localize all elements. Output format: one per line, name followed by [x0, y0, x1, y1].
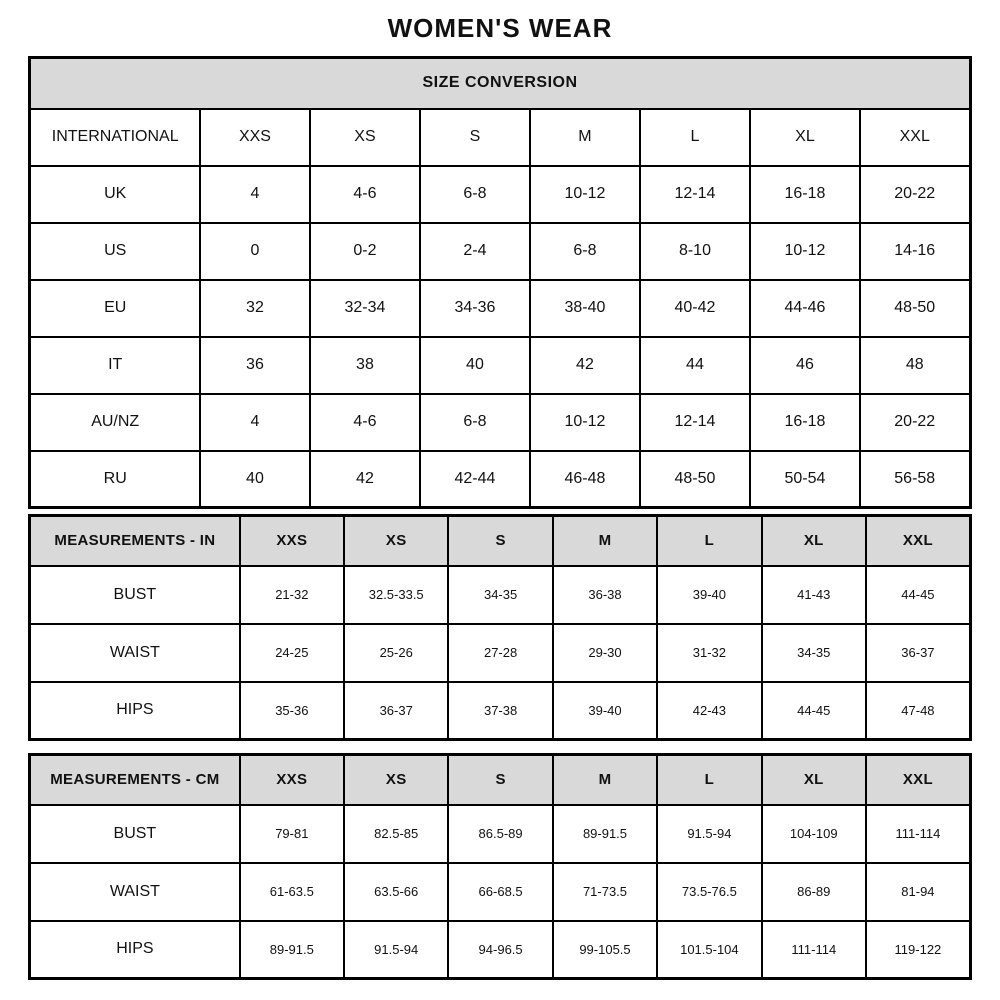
- column-header: L: [657, 516, 761, 566]
- cell-value: 61-63.5: [240, 863, 344, 921]
- column-header: XXL: [866, 755, 970, 805]
- measurements-in-table: [28, 514, 972, 741]
- cell-value: 104-109: [762, 805, 866, 863]
- table-header-label: MEASUREMENTS - IN: [30, 516, 240, 566]
- table-header-row: [30, 109, 970, 166]
- cell-value: 10-12: [530, 166, 640, 223]
- table-title: SIZE CONVERSION: [30, 58, 970, 109]
- cell-value: 111-114: [762, 921, 866, 979]
- row-label: BUST: [30, 566, 240, 624]
- cell-value: 38-40: [530, 280, 640, 337]
- cell-value: 86-89: [762, 863, 866, 921]
- column-header: XL: [762, 516, 866, 566]
- cell-value: 6-8: [420, 394, 530, 451]
- cell-value: 48-50: [860, 280, 970, 337]
- cell-value: 111-114: [866, 805, 970, 863]
- cell-value: 4-6: [310, 394, 420, 451]
- cell-value: 101.5-104: [657, 921, 761, 979]
- row-label: IT: [30, 337, 200, 394]
- column-header: S: [448, 516, 552, 566]
- row-label: EU: [30, 280, 200, 337]
- cell-value: 71-73.5: [553, 863, 657, 921]
- table-row: [30, 805, 971, 863]
- cell-value: 89-91.5: [240, 921, 344, 979]
- cell-value: 42: [530, 337, 640, 394]
- row-label: RU: [30, 451, 200, 508]
- cell-value: 29-30: [553, 624, 657, 682]
- table-row: [30, 166, 970, 223]
- cell-value: 42-44: [420, 451, 530, 508]
- cell-value: 44-45: [762, 682, 866, 740]
- cell-value: 12-14: [640, 394, 750, 451]
- cell-value: 39-40: [657, 566, 761, 624]
- cell-value: 4-6: [310, 166, 420, 223]
- cell-value: 91.5-94: [344, 921, 448, 979]
- column-header: XXS: [200, 109, 310, 166]
- cell-value: 89-91.5: [553, 805, 657, 863]
- cell-value: 34-36: [420, 280, 530, 337]
- table-header-row: [30, 755, 971, 805]
- table-row: [30, 682, 971, 740]
- cell-value: 42-43: [657, 682, 761, 740]
- cell-value: 34-35: [762, 624, 866, 682]
- cell-value: 44-45: [866, 566, 970, 624]
- cell-value: 2-4: [420, 223, 530, 280]
- measurements-cm-table: [28, 753, 972, 980]
- table-row: [30, 566, 971, 624]
- cell-value: 40: [200, 451, 310, 508]
- cell-value: 0-2: [310, 223, 420, 280]
- column-header: XXS: [240, 755, 344, 805]
- column-header: L: [657, 755, 761, 805]
- cell-value: 40: [420, 337, 530, 394]
- cell-value: 41-43: [762, 566, 866, 624]
- cell-value: 47-48: [866, 682, 970, 740]
- table-header-label: MEASUREMENTS - CM: [30, 755, 240, 805]
- cell-value: 34-35: [448, 566, 552, 624]
- cell-value: 31-32: [657, 624, 761, 682]
- column-header: XL: [750, 109, 860, 166]
- cell-value: 14-16: [860, 223, 970, 280]
- table-row: [30, 921, 971, 979]
- cell-value: 48: [860, 337, 970, 394]
- cell-value: 16-18: [750, 166, 860, 223]
- table-row: [30, 223, 970, 280]
- column-header: XL: [762, 755, 866, 805]
- table-header-row: [30, 516, 971, 566]
- cell-value: 42: [310, 451, 420, 508]
- cell-value: 82.5-85: [344, 805, 448, 863]
- column-header: S: [420, 109, 530, 166]
- cell-value: 25-26: [344, 624, 448, 682]
- cell-value: 44-46: [750, 280, 860, 337]
- cell-value: 8-10: [640, 223, 750, 280]
- cell-value: 4: [200, 166, 310, 223]
- cell-value: 32.5-33.5: [344, 566, 448, 624]
- cell-value: 86.5-89: [448, 805, 552, 863]
- cell-value: 79-81: [240, 805, 344, 863]
- cell-value: 32: [200, 280, 310, 337]
- row-label: WAIST: [30, 863, 240, 921]
- row-label: AU/NZ: [30, 394, 200, 451]
- column-header: XXL: [866, 516, 970, 566]
- cell-value: 24-25: [240, 624, 344, 682]
- cell-value: 21-32: [240, 566, 344, 624]
- page-title: WOMEN'S WEAR: [387, 13, 613, 43]
- cell-value: 6-8: [420, 166, 530, 223]
- cell-value: 94-96.5: [448, 921, 552, 979]
- column-header: XXL: [860, 109, 970, 166]
- row-label: HIPS: [30, 921, 240, 979]
- column-header: M: [553, 755, 657, 805]
- measurements-in-body: [30, 516, 971, 740]
- cell-value: 91.5-94: [657, 805, 761, 863]
- cell-value: 12-14: [640, 166, 750, 223]
- table-header-label: INTERNATIONAL: [30, 109, 200, 166]
- cell-value: 50-54: [750, 451, 860, 508]
- cell-value: 44: [640, 337, 750, 394]
- cell-value: 38: [310, 337, 420, 394]
- column-header: XS: [344, 755, 448, 805]
- row-label: HIPS: [30, 682, 240, 740]
- cell-value: 46: [750, 337, 860, 394]
- row-label: BUST: [30, 805, 240, 863]
- cell-value: 6-8: [530, 223, 640, 280]
- row-label: WAIST: [30, 624, 240, 682]
- table-row: [30, 394, 970, 451]
- size-conversion-body: [30, 58, 970, 508]
- cell-value: 48-50: [640, 451, 750, 508]
- column-header: XS: [310, 109, 420, 166]
- row-label: UK: [30, 166, 200, 223]
- cell-value: 46-48: [530, 451, 640, 508]
- cell-value: 36-38: [553, 566, 657, 624]
- cell-value: 0: [200, 223, 310, 280]
- table-row: [30, 451, 970, 508]
- cell-value: 73.5-76.5: [657, 863, 761, 921]
- cell-value: 40-42: [640, 280, 750, 337]
- table-banner-row: [30, 58, 970, 109]
- cell-value: 37-38: [448, 682, 552, 740]
- cell-value: 4: [200, 394, 310, 451]
- column-header: S: [448, 755, 552, 805]
- column-header: L: [640, 109, 750, 166]
- measurements-cm-body: [30, 755, 971, 979]
- cell-value: 16-18: [750, 394, 860, 451]
- cell-value: 56-58: [860, 451, 970, 508]
- cell-value: 39-40: [553, 682, 657, 740]
- cell-value: 27-28: [448, 624, 552, 682]
- cell-value: 20-22: [860, 166, 970, 223]
- cell-value: 63.5-66: [344, 863, 448, 921]
- cell-value: 36: [200, 337, 310, 394]
- column-header: XXS: [240, 516, 344, 566]
- cell-value: 32-34: [310, 280, 420, 337]
- row-label: US: [30, 223, 200, 280]
- cell-value: 35-36: [240, 682, 344, 740]
- table-row: [30, 624, 971, 682]
- cell-value: 20-22: [860, 394, 970, 451]
- column-header: M: [530, 109, 640, 166]
- table-row: [30, 280, 970, 337]
- cell-value: 10-12: [530, 394, 640, 451]
- table-row: [30, 337, 970, 394]
- cell-value: 10-12: [750, 223, 860, 280]
- cell-value: 81-94: [866, 863, 970, 921]
- column-header: M: [553, 516, 657, 566]
- cell-value: 36-37: [344, 682, 448, 740]
- cell-value: 36-37: [866, 624, 970, 682]
- column-header: XS: [344, 516, 448, 566]
- cell-value: 119-122: [866, 921, 970, 979]
- table-row: [30, 863, 971, 921]
- cell-value: 66-68.5: [448, 863, 552, 921]
- size-conversion-table: [28, 56, 971, 509]
- cell-value: 99-105.5: [553, 921, 657, 979]
